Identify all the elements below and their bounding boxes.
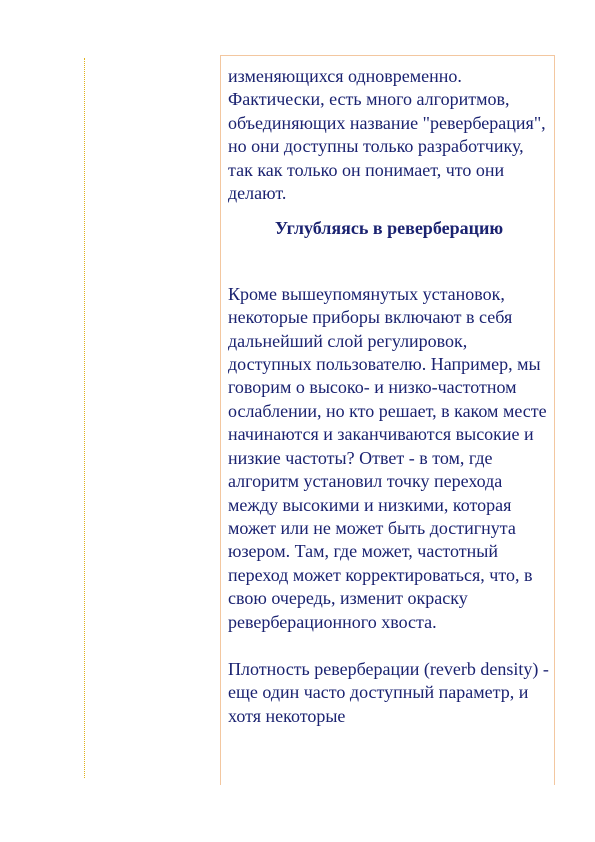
paragraph-intro: изменяющихся одновременно. Фактически, есть много алгоритмов, объединяющих название "реверберация", но они доступны только разработчику, так как только он понимает, что они делают. xyxy=(228,66,546,204)
left-margin-dotted-rule xyxy=(84,58,85,778)
document-body xyxy=(228,65,550,728)
paragraph-density: Плотность реверберации (reverb density) - еще один часто доступный параметр, и хотя некоторые xyxy=(228,658,549,726)
spacer xyxy=(228,634,550,658)
paragraph-body: Кроме вышеупомянутых установок, некоторые приборы включают в себя дальнейший слой регулировок, доступных пользователю. Например, мы говорим о высоко- и низко-частотном ослаблении, но кто решает, в каком месте начинаются и заканчиваются высокие и низкие частоты? Ответ - в том, где алгоритм установил точку перехода между высокими и низкими, которая может или не может быть достигнута юзером. Там, где может, частотный переход может корректироваться, что, в свою очередь, изменит окраску реверберационного хвоста. xyxy=(228,283,547,632)
section-heading: Углубляясь в реверберацию xyxy=(274,218,504,239)
spacer xyxy=(228,241,550,283)
